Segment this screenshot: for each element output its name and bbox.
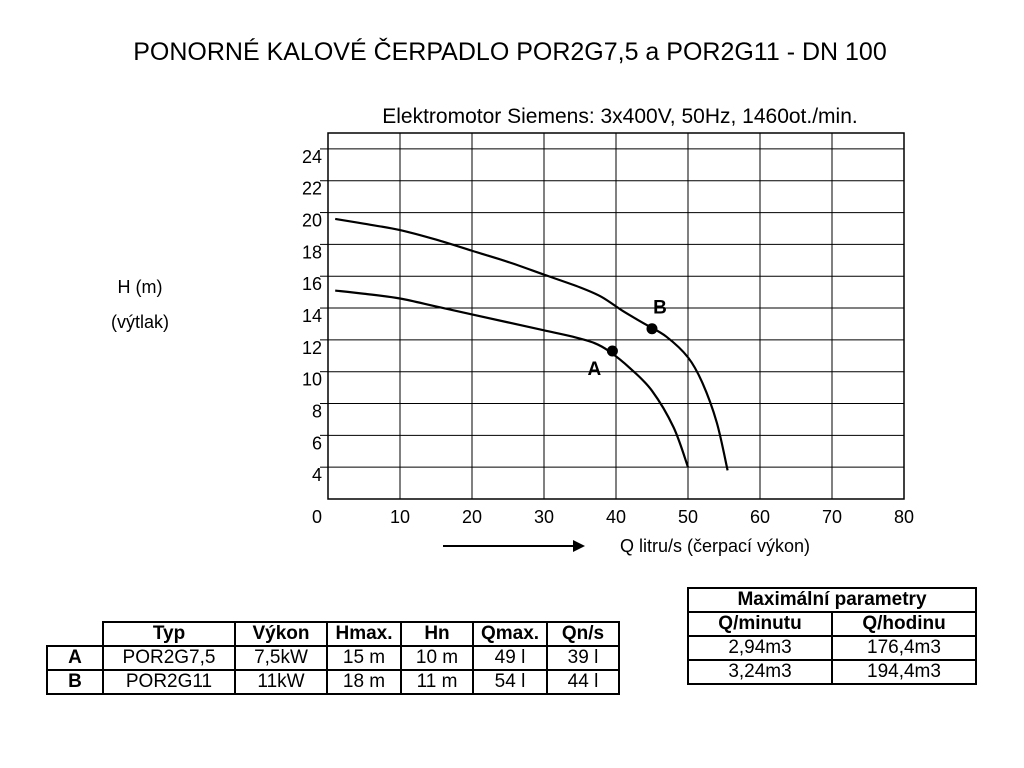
cell-typ: POR2G7,5 [103,646,235,670]
y-tick-label: 18 [301,242,322,263]
pump-curves [335,219,727,470]
cell-q-hodinu: 194,4m3 [832,660,976,684]
header-hn: Hn [401,622,473,646]
cell-qns: 39 l [547,646,619,670]
header-vykon: Výkon [235,622,327,646]
y-tick-labels [302,147,322,485]
row-label: B [47,670,103,694]
cell-vykon: 11kW [235,670,327,694]
cell-typ: POR2G11 [103,670,235,694]
header-q-hodinu: Q/hodinu [832,612,976,636]
cell-qmax: 54 l [473,670,547,694]
x-axis-arrow-head [573,540,585,552]
max-params-table [687,587,977,685]
chart-title: Elektromotor Siemens: 3x400V, 50Hz, 1460ot./min. [382,105,858,128]
header-hmax: Hmax. [327,622,401,646]
x-tick-label: 0 [311,507,323,527]
x-tick-label: 10 [389,507,411,527]
row-label: A [47,646,103,670]
cell-hn: 10 m [401,646,473,670]
x-tick-label: 70 [821,507,843,527]
cell-q-minutu: 2,94m3 [688,636,832,660]
y-axis-label: H (m) [117,277,163,297]
table-row [688,636,976,660]
y-tick-label: 8 [311,401,322,422]
y-axis-label-sub: (výtlak) [111,312,169,332]
specs-corner [47,622,103,646]
y-tick-label: 10 [301,369,322,390]
table-row [47,646,619,670]
curve-b [335,219,727,470]
cell-q-hodinu: 176,4m3 [832,636,976,660]
table-row [47,670,619,694]
operating-point-b [647,323,658,334]
y-tick-label: 12 [301,337,322,358]
max-params-title-row [688,588,976,612]
header-typ: Typ [103,622,235,646]
header-q-minutu: Q/minutu [688,612,832,636]
y-tick-label: 22 [301,178,322,199]
x-tick-label: 40 [605,507,627,527]
specs-table [46,621,620,695]
y-tick-label: 14 [301,306,322,327]
header-qns: Qn/s [547,622,619,646]
x-tick-label: 30 [533,507,555,527]
cell-vykon: 7,5kW [235,646,327,670]
cell-qmax: 49 l [473,646,547,670]
x-tick-label: 60 [749,507,771,527]
cell-hmax: 18 m [327,670,401,694]
x-axis-label: Q litru/s (čerpací výkon) [620,536,811,556]
max-params-header-row [688,612,976,636]
cell-qns: 44 l [547,670,619,694]
curve-label-b: B [653,297,667,319]
curve-a [335,291,688,468]
y-tick-label: 16 [301,274,322,295]
page-title: PONORNÉ KALOVÉ ČERPADLO POR2G7,5 a POR2G11 - DN 100 [133,38,887,66]
x-tick-label: 50 [677,507,699,527]
y-tick-label: 6 [311,433,322,454]
max-params-title: Maximální parametry [688,588,976,612]
y-tick-label: 4 [311,465,322,486]
cell-hn: 11 m [401,670,473,694]
x-tick-label: 80 [893,507,915,527]
x-tick-labels [312,507,914,527]
operating-point-a [607,346,618,357]
cell-q-minutu: 3,24m3 [688,660,832,684]
y-tick-label: 20 [301,210,322,231]
curve-label-a: A [587,359,602,381]
chart-grid [320,133,904,499]
table-row [688,660,976,684]
x-tick-label: 20 [461,507,483,527]
cell-hmax: 15 m [327,646,401,670]
y-tick-label: 24 [301,146,322,167]
specs-header-row [47,622,619,646]
header-qmax: Qmax. [473,622,547,646]
